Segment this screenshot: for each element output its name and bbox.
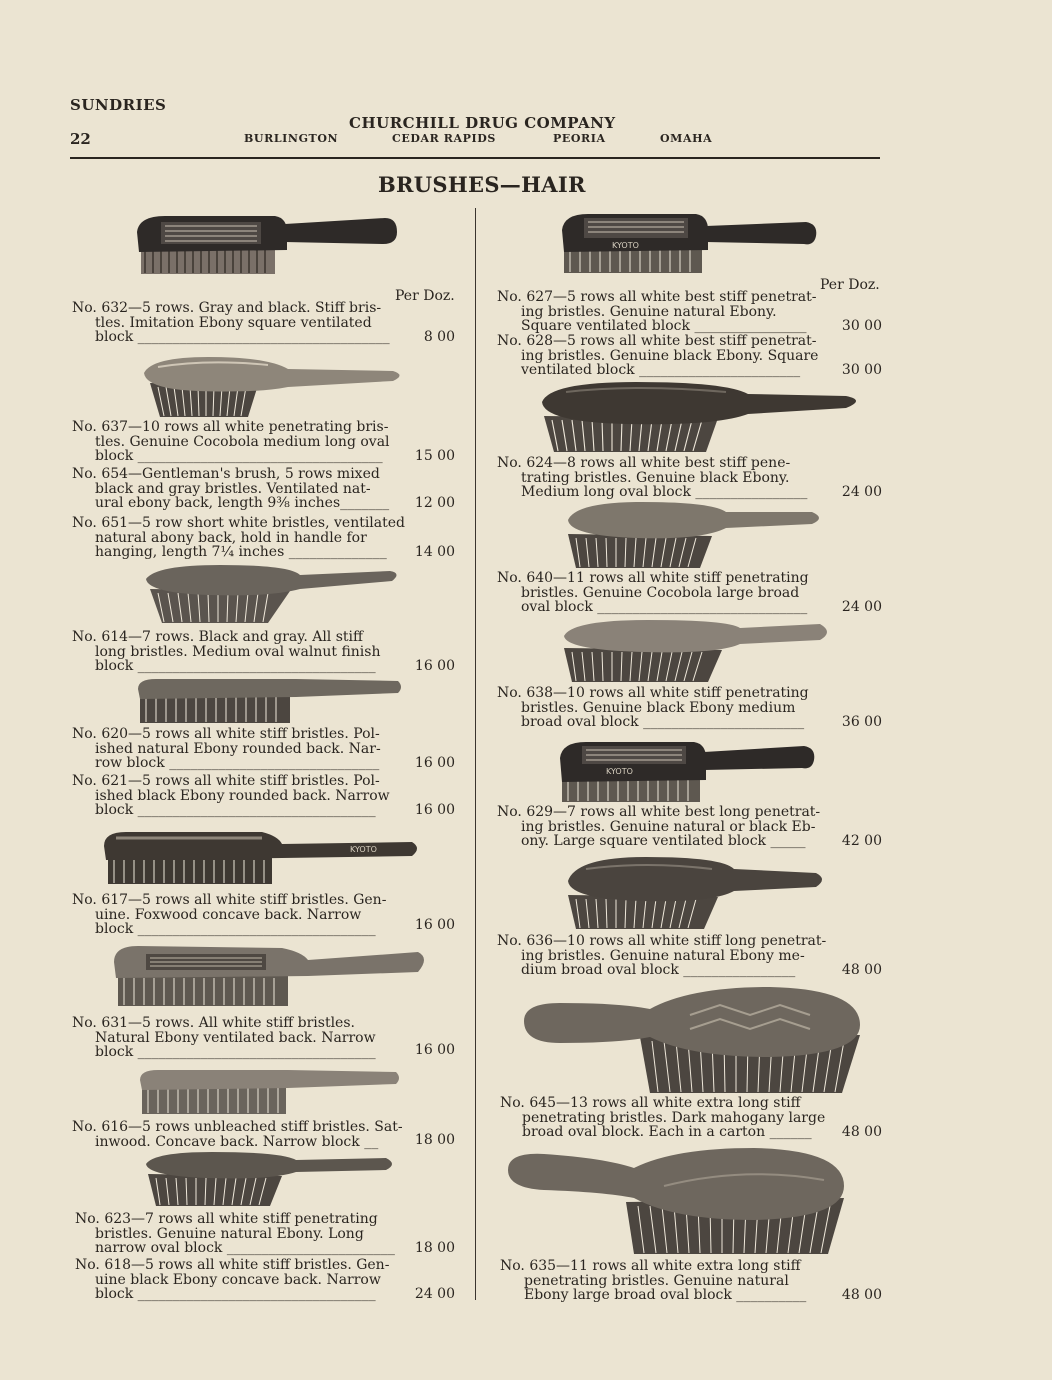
item-654-line-3: ural ebony back, length 9⅜ inches_______ xyxy=(95,495,390,512)
item-617-line-1: No. 617—5 rows all white stiff bristles. Gen- xyxy=(72,892,387,908)
item-617-line-3: block __________________________________ xyxy=(95,921,376,938)
item-635-line-3: Ebony large broad oval block __________ xyxy=(524,1287,807,1304)
item-618 xyxy=(75,1258,462,1302)
item-632-price: 8 00 xyxy=(423,329,455,345)
item-616-line-1: No. 616—5 rows unbleached stiff bristles. Sat- xyxy=(72,1119,403,1135)
item-636-line-2: ing bristles. Genuine natural Ebony me- xyxy=(521,947,805,964)
item-627-line-2: ing bristles. Genuine natural Ebony. xyxy=(521,303,777,320)
item-624-line-3: Medium long oval block ________________ xyxy=(521,484,808,501)
item-654-price: 12 00 xyxy=(414,495,455,511)
item-620-price: 16 00 xyxy=(414,755,455,771)
item-628-line-2: ing bristles. Genuine black Ebony. Square xyxy=(521,347,819,364)
item-629 xyxy=(497,805,887,849)
item-627 xyxy=(497,290,887,334)
item-618-line-3: block __________________________________ xyxy=(95,1286,376,1303)
brush-image-638 xyxy=(558,618,834,684)
page-number: 22 xyxy=(70,130,91,148)
item-640-line-3: oval block ______________________________ xyxy=(521,599,808,616)
section-label: SUNDRIES xyxy=(70,96,167,114)
item-651-line-1: No. 651—5 row short white bristles, ventilated xyxy=(72,515,406,531)
item-621-line-1: No. 621—5 rows all white stiff bristles. Pol- xyxy=(72,773,380,789)
item-627-price: 30 00 xyxy=(841,318,882,334)
item-632-line-3: block ____________________________________ xyxy=(95,329,390,346)
item-636-price: 48 00 xyxy=(841,962,882,978)
item-628-line-1: No. 628—5 rows all white best stiff penetrat- xyxy=(497,333,817,349)
brush-image-616 xyxy=(138,1066,402,1116)
item-631-line-2: Natural Ebony ventilated back. Narrow xyxy=(95,1029,376,1046)
city-peoria: PEORIA xyxy=(553,132,606,145)
item-651 xyxy=(72,516,462,560)
brush-image-627 xyxy=(560,210,820,275)
brush-image-635 xyxy=(504,1146,850,1256)
item-645-price: 48 00 xyxy=(841,1124,882,1140)
item-636-line-3: dium broad oval block ________________ xyxy=(521,962,796,979)
item-624-line-1: No. 624—8 rows all white best stiff pene- xyxy=(497,455,791,471)
item-645 xyxy=(500,1096,887,1140)
item-618-line-1: No. 618—5 rows all white stiff bristles. Gen- xyxy=(75,1257,390,1273)
kyoto-stamp-627: KYOTO xyxy=(612,241,639,250)
item-616-line-2: inwood. Concave back. Narrow block __ xyxy=(95,1133,379,1150)
item-632-line-1: No. 632—5 rows. Gray and black. Stiff bris- xyxy=(72,300,382,316)
item-624-line-2: trating bristles. Genuine black Ebony. xyxy=(521,469,790,486)
item-638-line-2: bristles. Genuine black Ebony medium xyxy=(521,699,796,716)
item-627-line-1: No. 627—5 rows all white best stiff penetrat- xyxy=(497,289,817,305)
brush-image-631 xyxy=(112,942,432,1008)
item-623-line-2: bristles. Genuine natural Ebony. Long xyxy=(95,1225,364,1242)
item-629-price: 42 00 xyxy=(841,833,882,849)
item-617-price: 16 00 xyxy=(414,917,455,933)
company-name: CHURCHILL DRUG COMPANY xyxy=(349,114,616,132)
item-618-price: 24 00 xyxy=(414,1286,455,1302)
item-624-price: 24 00 xyxy=(841,484,882,500)
brush-image-614 xyxy=(140,563,405,625)
city-omaha: OMAHA xyxy=(660,132,713,145)
item-621-line-3: block __________________________________ xyxy=(95,802,376,819)
item-618-line-2: uine black Ebony concave back. Narrow xyxy=(95,1271,381,1288)
item-614-line-2: long bristles. Medium oval walnut finish xyxy=(95,643,381,660)
brush-image-629 xyxy=(558,738,818,804)
kyoto-stamp-617: KYOTO xyxy=(350,845,377,854)
item-637-line-3: block ___________________________________ xyxy=(95,448,383,465)
page-title: BRUSHES—HAIR xyxy=(378,172,586,197)
item-624 xyxy=(497,456,887,500)
item-637-line-1: No. 637—10 rows all white penetrating bris- xyxy=(72,419,389,435)
city-cedar-rapids: CEDAR RAPIDS xyxy=(392,132,496,145)
header-rule xyxy=(70,157,880,159)
item-614-line-1: No. 614—7 rows. Black and gray. All stiff xyxy=(72,629,363,645)
brush-image-624 xyxy=(536,380,864,454)
item-614-price: 16 00 xyxy=(414,658,455,674)
item-614-line-3: block __________________________________ xyxy=(95,658,376,675)
item-629-line-2: ing bristles. Genuine natural or black Eb- xyxy=(521,818,816,835)
item-617-line-2: uine. Foxwood concave back. Narrow xyxy=(95,906,362,923)
item-627-line-3: Square ventilated block ________________ xyxy=(521,318,807,335)
item-620-line-3: row block ______________________________ xyxy=(95,755,380,772)
item-635 xyxy=(500,1259,887,1303)
city-burlington: BURLINGTON xyxy=(244,132,339,145)
item-635-price: 48 00 xyxy=(841,1287,882,1303)
item-654 xyxy=(72,467,462,511)
item-651-line-2: natural abony back, hold in handle for xyxy=(95,529,367,546)
item-623-line-1: No. 623—7 rows all white stiff penetrating xyxy=(75,1211,378,1227)
item-628-line-3: ventilated block _______________________ xyxy=(521,362,801,379)
item-638 xyxy=(497,686,887,730)
item-645-line-2: penetrating bristles. Dark mahogany large xyxy=(522,1109,826,1126)
item-620-line-2: ished natural Ebony rounded back. Nar- xyxy=(95,740,381,757)
brush-image-640 xyxy=(562,500,826,570)
item-636 xyxy=(497,934,887,978)
item-631 xyxy=(72,1016,462,1060)
item-640-line-1: No. 640—11 rows all white stiff penetrating xyxy=(497,570,809,586)
item-620 xyxy=(72,727,462,771)
per-doz-label-left: Per Doz. xyxy=(395,288,455,304)
brush-image-637 xyxy=(138,355,408,420)
item-645-line-1: No. 645—13 rows all white extra long stiff xyxy=(500,1095,801,1111)
item-632-line-2: tles. Imitation Ebony square ventilated xyxy=(95,314,372,331)
item-638-price: 36 00 xyxy=(841,714,882,730)
column-divider xyxy=(475,208,476,1300)
item-635-line-1: No. 635—11 rows all white extra long stiff xyxy=(500,1258,801,1274)
item-635-line-2: penetrating bristles. Genuine natural xyxy=(524,1272,789,1289)
item-654-line-1: No. 654—Gentleman's brush, 5 rows mixed xyxy=(72,466,380,482)
item-621-line-2: ished black Ebony rounded back. Narrow xyxy=(95,787,390,804)
item-621-price: 16 00 xyxy=(414,802,455,818)
item-631-price: 16 00 xyxy=(414,1042,455,1058)
item-631-line-1: No. 631—5 rows. All white stiff bristles. xyxy=(72,1015,355,1031)
item-616-price: 18 00 xyxy=(414,1132,455,1148)
item-631-line-3: block __________________________________ xyxy=(95,1044,376,1061)
item-637 xyxy=(72,420,462,464)
per-doz-label-right: Per Doz. xyxy=(820,277,880,293)
item-628 xyxy=(497,334,887,378)
item-623-price: 18 00 xyxy=(414,1240,455,1256)
item-623-line-3: narrow oval block ________________________ xyxy=(95,1240,395,1257)
brush-image-623 xyxy=(142,1150,398,1208)
item-628-price: 30 00 xyxy=(841,362,882,378)
brush-image-617 xyxy=(102,828,424,886)
item-614 xyxy=(72,630,462,674)
item-638-line-1: No. 638—10 rows all white stiff penetrating xyxy=(497,685,809,701)
item-637-price: 15 00 xyxy=(414,448,455,464)
item-620-line-1: No. 620—5 rows all white stiff bristles. Pol- xyxy=(72,726,380,742)
brush-image-632 xyxy=(135,210,400,278)
item-636-line-1: No. 636—10 rows all white stiff long penetrat- xyxy=(497,933,827,949)
kyoto-stamp-629: KYOTO xyxy=(606,767,633,776)
item-651-line-3: hanging, length 7¼ inches ______________ xyxy=(95,544,387,561)
item-617 xyxy=(72,893,462,937)
item-640-price: 24 00 xyxy=(841,599,882,615)
item-640-line-2: bristles. Genuine Cocobola large broad xyxy=(521,584,800,601)
item-637-line-2: tles. Genuine Cocobola medium long oval xyxy=(95,433,390,450)
item-638-line-3: broad oval block _______________________ xyxy=(521,714,805,731)
item-654-line-2: black and gray bristles. Ventilated nat- xyxy=(95,480,371,497)
item-640 xyxy=(497,571,887,615)
item-632 xyxy=(72,301,462,345)
item-651-price: 14 00 xyxy=(414,544,455,560)
item-645-line-3: broad oval block. Each in a carton ______ xyxy=(522,1124,812,1141)
item-616 xyxy=(72,1120,462,1149)
item-629-line-1: No. 629—7 rows all white best long penetrat- xyxy=(497,804,821,820)
item-621 xyxy=(72,774,462,818)
brush-image-645 xyxy=(520,985,866,1095)
brush-image-636 xyxy=(562,855,828,931)
item-623 xyxy=(75,1212,462,1256)
item-629-line-3: ony. Large square ventilated block _____ xyxy=(521,833,806,850)
brush-image-620 xyxy=(136,675,404,725)
